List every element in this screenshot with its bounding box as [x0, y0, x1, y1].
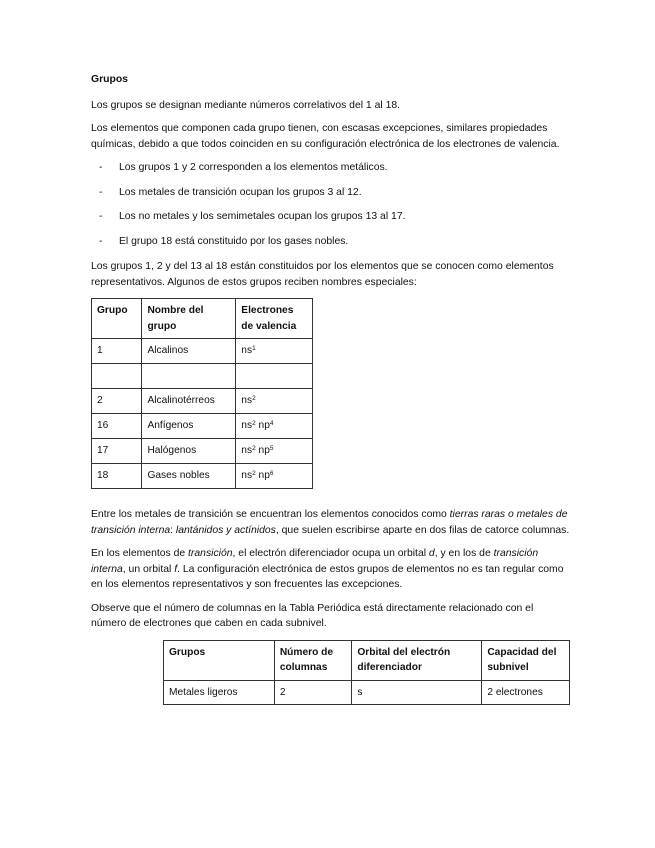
cell-nombre: Anfígenos — [142, 414, 236, 439]
subnivel-table — [163, 640, 570, 706]
cell-nombre — [142, 364, 236, 389]
header-capacidad: Capacidad del subnivel — [482, 640, 570, 680]
paragraph-transition-orbitals: En los elementos de transición, el electrón diferenciador ocupa un orbital d, y en los de transición interna, un orbital f. La configuración electrónica de estos grupos de elementos no es tan regular como en los elementos representativos y son frecuentes las excepciones. — [91, 548, 564, 590]
cell-nombre: Halógenos — [142, 439, 236, 464]
list-item: - Los no metales y los semimetales ocupan los grupos 13 al 17. — [91, 209, 571, 225]
cell-nombre: Gases nobles — [142, 464, 236, 489]
paragraph-columns-note: Observe que el número de columnas en la Tabla Periódica está directamente relacionado con el número de electrones que caben en cada subnivel. — [91, 602, 534, 629]
cell-electrones: $ns^1$ — [236, 339, 313, 364]
table-header-row — [92, 299, 313, 339]
cell-capacidad: 2 electrones — [482, 680, 570, 705]
cell-electrones: $ns^2$ $np^4$ — [236, 414, 313, 439]
cell-grupo — [92, 364, 142, 389]
header-orbital: Orbital del electrón diferenciador — [352, 640, 482, 680]
bullet-dash: - — [99, 235, 103, 247]
table-row — [92, 464, 313, 489]
list-item: - Los metales de transición ocupan los grupos 3 al 12. — [91, 185, 571, 201]
bullet-dash: - — [99, 186, 103, 198]
table-row — [92, 414, 313, 439]
cell-electrones: $ns^2$ $np^6$ — [236, 464, 313, 489]
groups-names-table — [91, 298, 313, 489]
cell-grupo: 17 — [92, 439, 142, 464]
cell-grupo: 18 — [92, 464, 142, 489]
cell-grupo: 1 — [92, 339, 142, 364]
paragraph-groups-intro: Los grupos se designan mediante números correlativos del 1 al 18. — [91, 99, 401, 111]
cell-electrones — [236, 364, 313, 389]
cell-grupo: 2 — [92, 389, 142, 414]
paragraph-representative-elements: Los grupos 1, 2 y del 13 al 18 están constituidos por los elementos que se conocen como elementos representativos. Algunos de estos grupos reciben nombres especiales: — [91, 261, 554, 288]
header-columnas: Número de columnas — [274, 640, 352, 680]
list-item: - El grupo 18 está constituido por los gases nobles. — [91, 234, 571, 250]
cell-grupo: 16 — [92, 414, 142, 439]
header-grupos: Grupos — [164, 640, 275, 680]
paragraph-groups-properties: Los elementos que componen cada grupo tienen, con escasas excepciones, similares propiedades químicas, debido a que todos coinciden en su configuración electrónica de los electrones de valencia. — [91, 123, 560, 150]
paragraph-rare-earths: Entre los metales de transición se encuentran los elementos conocidos como tierras raras o metales de transición interna: lantánidos y actínidos, que suelen escribirse aparte en dos filas de catorce columnas. — [91, 509, 570, 536]
header-grupo: Grupo — [92, 299, 142, 339]
header-electrones: Electrones de valencia — [236, 299, 313, 339]
list-item: - Los grupos 1 y 2 corresponden a los elementos metálicos. — [91, 160, 571, 176]
table-row — [92, 439, 313, 464]
cell-grupos: Metales ligeros — [164, 680, 275, 705]
table-row — [92, 389, 313, 414]
cell-nombre: Alcalinos — [142, 339, 236, 364]
cell-electrones: $ns^2$ — [236, 389, 313, 414]
document-page — [91, 72, 571, 705]
cell-nombre: Alcalinotérreos — [142, 389, 236, 414]
table-row — [164, 680, 570, 705]
cell-orbital: s — [352, 680, 482, 705]
bullet-dash: - — [99, 211, 103, 222]
cell-electrones: $ns^2$ $np^5$ — [236, 439, 313, 464]
bullet-dash: - — [99, 162, 103, 173]
subnivel-table-wrapper — [163, 640, 571, 706]
table-header-row — [164, 640, 570, 680]
table-row — [92, 364, 313, 389]
table-row — [92, 339, 313, 364]
bullet-list — [91, 160, 571, 249]
cell-columnas: 2 — [274, 680, 352, 705]
header-nombre: Nombre del grupo — [142, 299, 236, 339]
section-heading: Grupos — [91, 74, 128, 85]
